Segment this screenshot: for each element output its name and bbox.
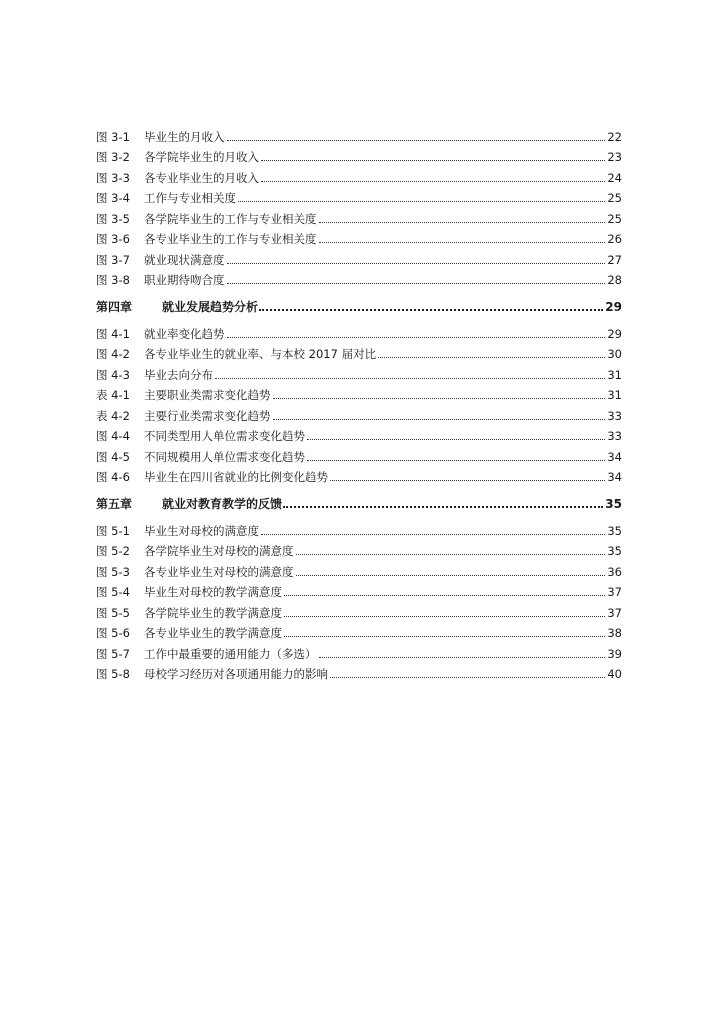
toc-entry-title: 毕业生的月收入 — [144, 129, 225, 144]
toc-entry-page: 35 — [607, 523, 622, 538]
toc-entry[interactable] — [96, 185, 622, 206]
toc-entry-title: 各专业毕业生的教学满意度 — [144, 626, 282, 640]
toc-entry-page: 25 — [607, 211, 622, 226]
leader-dots — [296, 554, 606, 555]
toc-entry-label: 图 5-5 — [96, 605, 130, 620]
table-of-contents — [96, 123, 622, 681]
toc-chapter-5[interactable] — [96, 490, 622, 511]
toc-entry-title: 毕业生对母校的满意度 — [144, 523, 259, 538]
toc-entry[interactable] — [96, 620, 622, 641]
toc-entry[interactable] — [96, 443, 622, 464]
toc-entry-label: 图 3-8 — [96, 273, 130, 287]
toc-entry[interactable] — [96, 599, 622, 620]
toc-entry-page: 22 — [607, 129, 622, 144]
leader-dots — [319, 222, 606, 223]
toc-entry[interactable] — [96, 661, 622, 682]
toc-entry-label: 图 4-5 — [96, 449, 130, 464]
toc-entry-title: 各学院毕业生的月收入 — [144, 150, 259, 164]
toc-entry[interactable] — [96, 464, 622, 485]
chapter-label: 第五章 — [96, 497, 133, 511]
toc-entry-title: 各专业毕业生的月收入 — [144, 170, 259, 185]
toc-entry-title: 母校学习经历对各项通用能力的影响 — [144, 667, 328, 681]
toc-entry-title: 毕业去向分布 — [144, 367, 213, 382]
toc-entry-title: 各学院毕业生对母校的满意度 — [144, 544, 294, 558]
leader-dots — [283, 506, 603, 508]
toc-entry[interactable] — [96, 402, 622, 423]
chapter-page: 35 — [605, 497, 622, 511]
toc-chapter-4[interactable] — [96, 293, 622, 314]
toc-entry-label: 图 3-3 — [96, 170, 130, 185]
toc-entry-page: 26 — [607, 232, 622, 246]
toc-entry-page: 33 — [607, 429, 622, 443]
leader-dots — [227, 283, 606, 284]
leader-dots — [261, 160, 605, 161]
toc-entry[interactable] — [96, 538, 622, 559]
toc-entry-label: 图 3-5 — [96, 211, 130, 226]
toc-entry-title: 毕业生对母校的教学满意度 — [144, 585, 282, 599]
toc-entry-label: 图 4-3 — [96, 367, 130, 382]
toc-entry[interactable] — [96, 320, 622, 341]
toc-entry-label: 表 4-1 — [96, 388, 130, 402]
toc-entry-title: 各学院毕业生的教学满意度 — [144, 605, 282, 620]
toc-entry-page: 36 — [607, 564, 622, 579]
toc-entry-title: 各专业毕业生的工作与专业相关度 — [144, 232, 317, 246]
leader-dots — [227, 337, 606, 338]
leader-dots — [319, 657, 606, 658]
toc-entry[interactable] — [96, 226, 622, 247]
chapter-page: 29 — [605, 300, 622, 314]
toc-entry-label: 图 3-2 — [96, 150, 130, 164]
toc-entry-page: 33 — [607, 408, 622, 423]
toc-entry-page: 39 — [607, 646, 622, 661]
toc-entry[interactable] — [96, 341, 622, 362]
toc-entry[interactable] — [96, 382, 622, 403]
toc-entry-title: 主要行业类需求变化趋势 — [144, 408, 271, 423]
toc-entry-page: 24 — [607, 170, 622, 185]
toc-entry[interactable] — [96, 164, 622, 185]
toc-entry-page: 29 — [607, 326, 622, 341]
toc-entry-title: 毕业生在四川省就业的比例变化趋势 — [144, 470, 328, 484]
leader-dots — [261, 181, 605, 182]
leader-dots — [227, 140, 606, 141]
toc-entry-page: 34 — [607, 470, 622, 484]
leader-dots — [215, 378, 605, 379]
toc-entry-label: 图 3-4 — [96, 191, 130, 205]
toc-entry-page: 37 — [607, 605, 622, 620]
toc-entry[interactable] — [96, 267, 622, 288]
toc-entry-page: 23 — [607, 150, 622, 164]
toc-entry-page: 28 — [607, 273, 622, 287]
toc-entry-label: 图 3-1 — [96, 129, 130, 144]
toc-entry-label: 图 5-1 — [96, 523, 130, 538]
leader-dots — [261, 534, 605, 535]
leader-dots — [284, 616, 605, 617]
leader-dots — [307, 460, 605, 461]
chapter-label: 第四章 — [96, 300, 133, 314]
toc-entry-page: 25 — [607, 191, 622, 205]
toc-entry[interactable] — [96, 123, 622, 144]
toc-entry-page: 40 — [607, 667, 622, 681]
toc-entry-label: 图 4-6 — [96, 470, 130, 484]
toc-entry-title: 不同规模用人单位需求变化趋势 — [144, 449, 305, 464]
leader-dots — [284, 595, 605, 596]
toc-entry[interactable] — [96, 423, 622, 444]
toc-entry-label: 图 3-6 — [96, 232, 130, 246]
leader-dots — [330, 480, 605, 481]
leader-dots — [296, 575, 606, 576]
toc-entry-label: 图 5-6 — [96, 626, 130, 640]
toc-entry-title: 各专业毕业生的就业率、与本校 2017 届对比 — [144, 347, 377, 361]
leader-dots — [227, 263, 606, 264]
toc-entry-label: 图 5-7 — [96, 646, 130, 661]
leader-dots — [330, 677, 605, 678]
leader-dots — [259, 309, 603, 311]
toc-entry-label: 图 4-4 — [96, 429, 130, 443]
leader-dots — [378, 357, 605, 358]
toc-entry-page: 37 — [607, 585, 622, 599]
toc-entry-label: 图 3-7 — [96, 252, 130, 267]
toc-entry[interactable] — [96, 144, 622, 165]
toc-entry[interactable] — [96, 517, 622, 538]
leader-dots — [284, 636, 605, 637]
toc-entry-label: 图 4-2 — [96, 347, 130, 361]
toc-entry-title: 各专业毕业生对母校的满意度 — [144, 564, 294, 579]
toc-entry-page: 30 — [607, 347, 622, 361]
toc-entry-title: 不同类型用人单位需求变化趋势 — [144, 429, 305, 443]
toc-entry-label: 图 5-4 — [96, 585, 130, 599]
toc-entry-title: 工作中最重要的通用能力（多选） — [144, 646, 317, 661]
toc-entry-page: 27 — [607, 252, 622, 267]
toc-entry-label: 图 5-2 — [96, 544, 130, 558]
toc-entry[interactable] — [96, 558, 622, 579]
leader-dots — [307, 439, 605, 440]
toc-entry-title: 职业期待吻合度 — [144, 273, 225, 287]
toc-entry-title: 主要职业类需求变化趋势 — [144, 388, 271, 402]
toc-entry-page: 31 — [607, 367, 622, 382]
toc-entry-page: 31 — [607, 388, 622, 402]
toc-entry[interactable] — [96, 579, 622, 600]
toc-entry-title: 就业现状满意度 — [144, 252, 225, 267]
toc-entry[interactable] — [96, 205, 622, 226]
leader-dots — [238, 201, 605, 202]
toc-entry-label: 图 5-8 — [96, 667, 130, 681]
leader-dots — [319, 242, 606, 243]
chapter-title: 就业发展趋势分析 — [162, 300, 259, 314]
toc-entry[interactable] — [96, 361, 622, 382]
toc-entry-label: 图 5-3 — [96, 564, 130, 579]
leader-dots — [273, 419, 606, 420]
toc-entry-page: 35 — [607, 544, 622, 558]
toc-entry-label: 图 4-1 — [96, 326, 130, 341]
toc-entry[interactable] — [96, 246, 622, 267]
toc-entry-page: 38 — [607, 626, 622, 640]
toc-entry-title: 各学院毕业生的工作与专业相关度 — [144, 211, 317, 226]
toc-entry-label: 表 4-2 — [96, 408, 130, 423]
toc-entry[interactable] — [96, 640, 622, 661]
toc-entry-title: 工作与专业相关度 — [144, 191, 236, 205]
chapter-title: 就业对教育教学的反馈 — [162, 497, 283, 511]
leader-dots — [273, 398, 606, 399]
toc-entry-title: 就业率变化趋势 — [144, 326, 225, 341]
toc-entry-page: 34 — [607, 449, 622, 464]
